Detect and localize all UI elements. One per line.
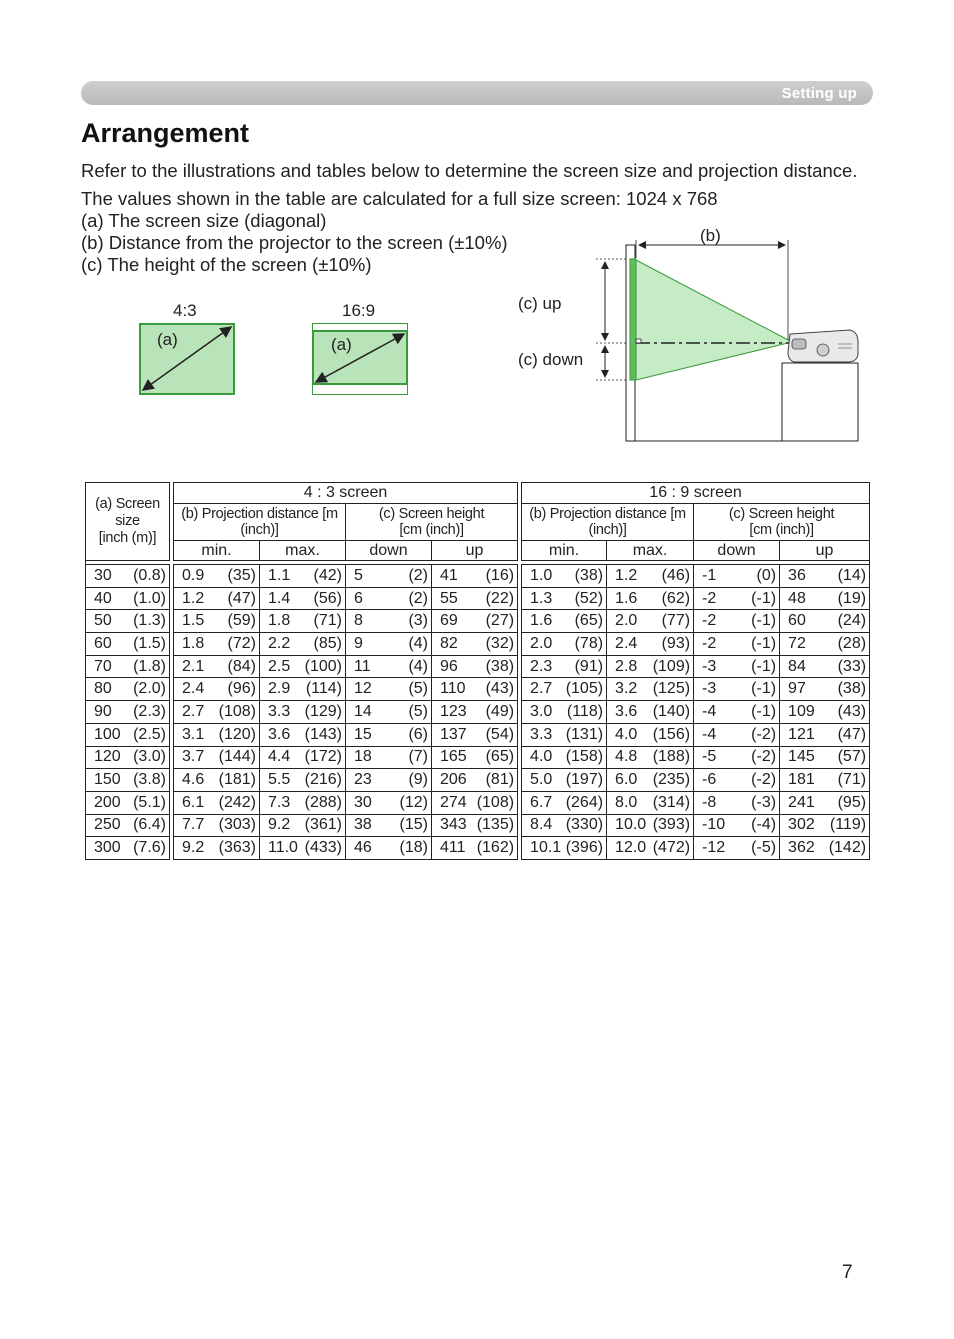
table-cell: 14 (5) — [346, 701, 432, 724]
screen-height-header-16-9: (c) Screen height [cm (inch)] — [694, 504, 870, 541]
table-cell: 250 (6.4) — [86, 814, 170, 837]
table-cell: 343 (135) — [432, 814, 518, 837]
table-cell: 150 (3.8) — [86, 769, 170, 792]
table-cell: 2.8 (109) — [607, 655, 694, 678]
table-cell: 7.7 (303) — [174, 814, 260, 837]
table-cell: 100 (2.5) — [86, 723, 170, 746]
table-cell: 8.4 (330) — [522, 814, 607, 837]
table-cell: 1.8 (72) — [174, 633, 260, 656]
table-cell: 72 (28) — [780, 633, 870, 656]
table-cell: 3.2 (125) — [607, 678, 694, 701]
table-cell: 241 (95) — [780, 791, 870, 814]
table-cell: -1 (0) — [694, 565, 780, 588]
table-cell: 0.9 (35) — [174, 565, 260, 588]
table-cell: 11.0 (433) — [260, 837, 346, 860]
max-header: max. — [607, 541, 694, 561]
table-cell: 5.5 (216) — [260, 769, 346, 792]
table-cell: -10 (-4) — [694, 814, 780, 837]
table-cell: 1.1 (42) — [260, 565, 346, 588]
table-body — [86, 565, 870, 860]
table-cell: 411 (162) — [432, 837, 518, 860]
table-cell: 121 (47) — [780, 723, 870, 746]
table-row — [86, 814, 870, 837]
table-cell: 70 (1.8) — [86, 655, 170, 678]
table-cell: 96 (38) — [432, 655, 518, 678]
table-cell: 3.3 (129) — [260, 701, 346, 724]
table-cell: 123 (49) — [432, 701, 518, 724]
table-row — [86, 565, 870, 588]
table-row — [86, 746, 870, 769]
table-cell: 5.0 (197) — [522, 769, 607, 792]
table-cell: 181 (71) — [780, 769, 870, 792]
note-line-1: The values shown in the table are calculated for a full size screen: 1024 x 768 — [81, 188, 718, 209]
down-header: down — [694, 541, 780, 561]
table-cell: 60 (24) — [780, 610, 870, 633]
table-cell: -12 (-5) — [694, 837, 780, 860]
height-up-label: (c) up — [518, 294, 562, 313]
table-cell: 90 (2.3) — [86, 701, 170, 724]
table-cell: 9.2 (363) — [174, 837, 260, 860]
table-cell: 2.7 (108) — [174, 701, 260, 724]
table-cell: 4.6 (181) — [174, 769, 260, 792]
table-cell: 109 (43) — [780, 701, 870, 724]
table-cell: 46 (18) — [346, 837, 432, 860]
table-cell: 3.0 (118) — [522, 701, 607, 724]
distance-label: (b) — [700, 226, 721, 245]
table-cell: -5 (-2) — [694, 746, 780, 769]
note-line-2: (a) The screen size (diagonal) — [81, 210, 327, 231]
table-cell: 2.0 (77) — [607, 610, 694, 633]
table-cell: 6.0 (235) — [607, 769, 694, 792]
table-cell: 4.0 (156) — [607, 723, 694, 746]
group-header-16-9: 16 : 9 screen — [522, 483, 870, 504]
page-number: 7 — [842, 1262, 853, 1283]
table-cell: 2.0 (78) — [522, 633, 607, 656]
table-cell: 9.2 (361) — [260, 814, 346, 837]
note-line-4: (c) The height of the screen (±10%) — [81, 254, 372, 275]
table-cell: 30 (12) — [346, 791, 432, 814]
table-cell: 18 (7) — [346, 746, 432, 769]
table-row — [86, 678, 870, 701]
table-cell: 9 (4) — [346, 633, 432, 656]
table-cell: 2.1 (84) — [174, 655, 260, 678]
table-cell: 1.8 (71) — [260, 610, 346, 633]
table-cell: 60 (1.5) — [86, 633, 170, 656]
projection-table — [85, 482, 870, 860]
table-row — [86, 610, 870, 633]
table-cell: -2 (-1) — [694, 587, 780, 610]
table-cell: 1.0 (38) — [522, 565, 607, 588]
table-cell: 84 (33) — [780, 655, 870, 678]
table-cell: 1.2 (46) — [607, 565, 694, 588]
min-header: min. — [174, 541, 260, 561]
table-cell: 3.7 (144) — [174, 746, 260, 769]
table-cell: -6 (-2) — [694, 769, 780, 792]
table-cell: 274 (108) — [432, 791, 518, 814]
table-cell: 3.6 (143) — [260, 723, 346, 746]
table-row — [86, 769, 870, 792]
table-cell: 2.4 (96) — [174, 678, 260, 701]
table-cell: 80 (2.0) — [86, 678, 170, 701]
min-header: min. — [522, 541, 607, 561]
table-cell: 6.7 (264) — [522, 791, 607, 814]
table-row — [86, 633, 870, 656]
table-cell: 1.6 (65) — [522, 610, 607, 633]
table-cell: 38 (15) — [346, 814, 432, 837]
table-cell: 30 (0.8) — [86, 565, 170, 588]
table-cell: 11 (4) — [346, 655, 432, 678]
group-header-4-3: 4 : 3 screen — [174, 483, 518, 504]
section-label: Setting up — [781, 85, 857, 102]
table-cell: 362 (142) — [780, 837, 870, 860]
table-cell: 97 (38) — [780, 678, 870, 701]
table-cell: 145 (57) — [780, 746, 870, 769]
table-cell: 3.3 (131) — [522, 723, 607, 746]
intro-text: Refer to the illustrations and tables below to determine the screen size and projection distance. — [81, 160, 858, 181]
screen-size-header: (a) Screen size [inch (m)] — [86, 483, 170, 561]
table-cell: 165 (65) — [432, 746, 518, 769]
table-cell: 4.8 (188) — [607, 746, 694, 769]
table-row — [86, 701, 870, 724]
table-cell: 10.1 (396) — [522, 837, 607, 860]
table-cell: 48 (19) — [780, 587, 870, 610]
table-cell: 1.6 (62) — [607, 587, 694, 610]
table-cell: 2.4 (93) — [607, 633, 694, 656]
table-cell: 8.0 (314) — [607, 791, 694, 814]
table-cell: 1.4 (56) — [260, 587, 346, 610]
screen-16-9-diagonal-label: (a) — [331, 335, 352, 354]
table-cell: 7.3 (288) — [260, 791, 346, 814]
up-header: up — [432, 541, 518, 561]
table-cell: 82 (32) — [432, 633, 518, 656]
table-cell: 2.5 (100) — [260, 655, 346, 678]
height-down-label: (c) down — [518, 350, 584, 369]
table-cell: 8 (3) — [346, 610, 432, 633]
table-cell: -8 (-3) — [694, 791, 780, 814]
table-cell: 2.2 (85) — [260, 633, 346, 656]
table-cell: 10.0 (393) — [607, 814, 694, 837]
table-cell: 1.5 (59) — [174, 610, 260, 633]
table-cell: 2.7 (105) — [522, 678, 607, 701]
table-cell: 3.1 (120) — [174, 723, 260, 746]
ratio-16-9-label: 16:9 — [342, 301, 376, 320]
note-line-3: (b) Distance from the projector to the screen (±10%) — [81, 232, 508, 253]
table-cell: 4.4 (172) — [260, 746, 346, 769]
page-title: Arrangement — [81, 118, 250, 148]
table-cell: 12 (5) — [346, 678, 432, 701]
screen-4-3-diagonal-label: (a) — [157, 330, 178, 349]
max-header: max. — [260, 541, 346, 561]
table-cell: 300 (7.6) — [86, 837, 170, 860]
projection-distance-header-4-3: (b) Projection distance [m (inch)] — [174, 504, 346, 541]
table-cell: -3 (-1) — [694, 655, 780, 678]
table-cell: 6.1 (242) — [174, 791, 260, 814]
table-cell: 120 (3.0) — [86, 746, 170, 769]
table-cell: -2 (-1) — [694, 610, 780, 633]
table-row — [86, 655, 870, 678]
table-cell: 137 (54) — [432, 723, 518, 746]
table-cell: 5 (2) — [346, 565, 432, 588]
screen-height-header-4-3: (c) Screen height [cm (inch)] — [346, 504, 518, 541]
up-header: up — [780, 541, 870, 561]
table-cell: 4.0 (158) — [522, 746, 607, 769]
table-cell: -4 (-1) — [694, 701, 780, 724]
table-cell: 302 (119) — [780, 814, 870, 837]
ratio-4-3-label: 4:3 — [173, 301, 197, 320]
table-cell: -3 (-1) — [694, 678, 780, 701]
table-row — [86, 587, 870, 610]
table-cell: 40 (1.0) — [86, 587, 170, 610]
table-cell: 2.9 (114) — [260, 678, 346, 701]
table-cell: 6 (2) — [346, 587, 432, 610]
table-cell: 55 (22) — [432, 587, 518, 610]
table-cell: 36 (14) — [780, 565, 870, 588]
table-cell: -2 (-1) — [694, 633, 780, 656]
table-cell: 41 (16) — [432, 565, 518, 588]
table-cell: 12.0 (472) — [607, 837, 694, 860]
table-cell: 69 (27) — [432, 610, 518, 633]
table-cell: 23 (9) — [346, 769, 432, 792]
table-row — [86, 837, 870, 860]
table-cell: 200 (5.1) — [86, 791, 170, 814]
table-cell: 50 (1.3) — [86, 610, 170, 633]
table-cell: 1.2 (47) — [174, 587, 260, 610]
table-cell: 206 (81) — [432, 769, 518, 792]
down-header: down — [346, 541, 432, 561]
table-cell: 110 (43) — [432, 678, 518, 701]
table-cell: -4 (-2) — [694, 723, 780, 746]
projection-distance-header-16-9: (b) Projection distance [m (inch)] — [522, 504, 694, 541]
table-cell: 2.3 (91) — [522, 655, 607, 678]
table-cell: 3.6 (140) — [607, 701, 694, 724]
table-row — [86, 791, 870, 814]
table-row — [86, 723, 870, 746]
table-cell: 15 (6) — [346, 723, 432, 746]
table-cell: 1.3 (52) — [522, 587, 607, 610]
